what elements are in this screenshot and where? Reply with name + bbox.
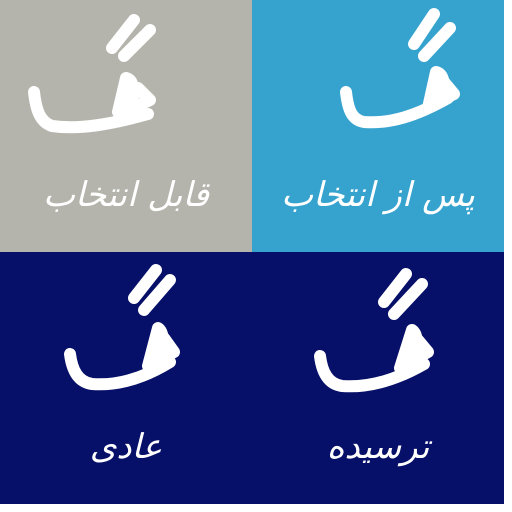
tile-label: ترسیده <box>326 427 430 467</box>
border-bottom <box>0 504 512 512</box>
tile-scared[interactable] <box>252 252 504 504</box>
tile-after-select[interactable] <box>252 0 504 252</box>
tile-normal[interactable] <box>0 252 252 504</box>
tile-label: قابل انتخاب <box>42 175 210 215</box>
border-right <box>504 0 512 512</box>
tile-label: پس از انتخاب <box>281 175 475 215</box>
tile-selectable[interactable] <box>0 0 252 252</box>
tile-label: عادی <box>89 427 163 467</box>
